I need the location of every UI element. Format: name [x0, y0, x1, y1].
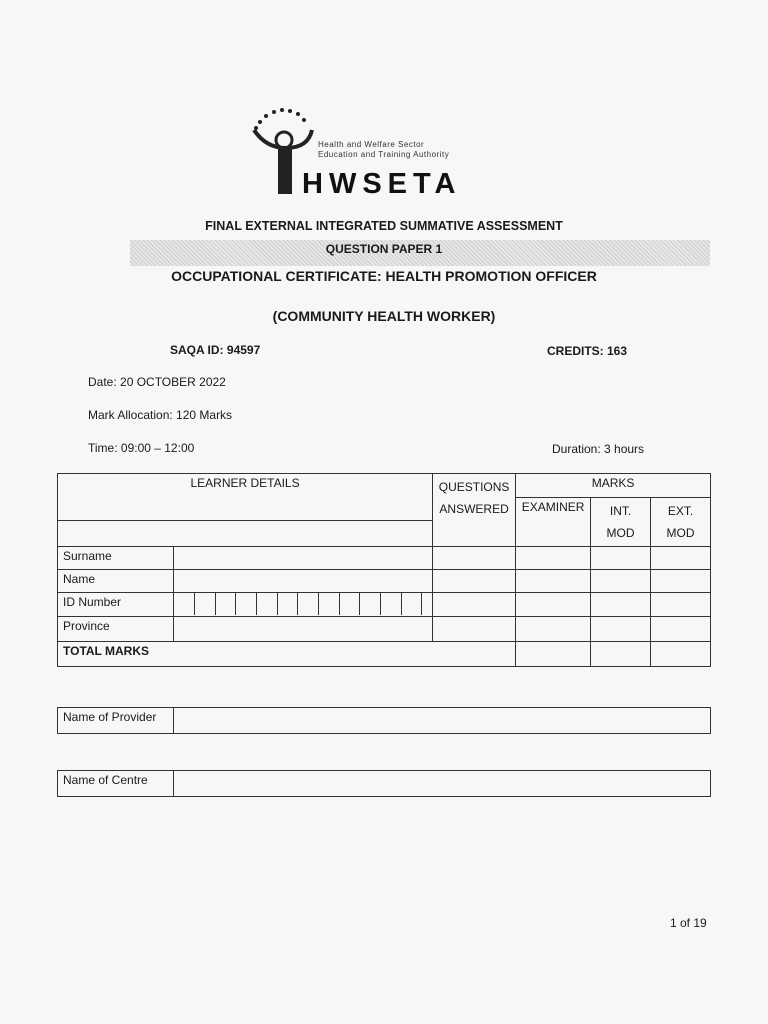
- name-field[interactable]: [173, 570, 432, 593]
- surname-examiner-cell[interactable]: [516, 547, 591, 570]
- surname-label: Surname: [58, 547, 174, 570]
- name-examiner-cell[interactable]: [516, 570, 591, 593]
- id-examiner-cell[interactable]: [516, 593, 591, 617]
- id-digit-cell[interactable]: [277, 593, 298, 615]
- province-ext-cell[interactable]: [651, 617, 711, 642]
- province-questions-cell[interactable]: [433, 617, 516, 642]
- id-digit-cell[interactable]: [339, 593, 360, 615]
- surname-ext-cell[interactable]: [651, 547, 711, 570]
- questions-answered-header: QUESTIONS ANSWERED: [433, 474, 516, 547]
- total-examiner-cell[interactable]: [516, 642, 591, 667]
- surname-int-cell[interactable]: [591, 547, 651, 570]
- province-examiner-cell[interactable]: [516, 617, 591, 642]
- id-number-field[interactable]: [173, 593, 432, 617]
- id-digit-cell[interactable]: [215, 593, 236, 615]
- provider-table: [57, 707, 711, 734]
- id-int-cell[interactable]: [591, 593, 651, 617]
- id-digit-cell[interactable]: [236, 593, 257, 615]
- id-digit-cell[interactable]: [298, 593, 319, 615]
- name-ext-cell[interactable]: [651, 570, 711, 593]
- logo-subtitle: Health and Welfare Sector Education and Training Authority: [318, 140, 450, 159]
- surname-questions-cell[interactable]: [433, 547, 516, 570]
- learner-details-table: [57, 473, 711, 667]
- id-number-cells: [174, 593, 432, 615]
- id-questions-cell[interactable]: [433, 593, 516, 617]
- id-digit-cell[interactable]: [360, 593, 381, 615]
- centre-field[interactable]: [174, 771, 711, 797]
- province-int-cell[interactable]: [591, 617, 651, 642]
- ext-mod-header: EXT. MOD: [651, 498, 711, 547]
- id-number-label: ID Number: [58, 593, 174, 617]
- examiner-header: EXAMINER: [516, 498, 591, 547]
- mark-allocation: Mark Allocation: 120 Marks: [88, 408, 233, 422]
- name-int-cell[interactable]: [591, 570, 651, 593]
- id-digit-cell[interactable]: [380, 593, 401, 615]
- id-digit-cell[interactable]: [401, 593, 422, 615]
- int-mod-header: INT. MOD: [591, 498, 651, 547]
- province-field[interactable]: [173, 617, 432, 642]
- marks-header: MARKS: [516, 474, 711, 498]
- saqa-id: SAQA ID: 94597: [170, 343, 261, 357]
- exam-date: Date: 20 OCTOBER 2022: [88, 375, 226, 389]
- total-ext-cell[interactable]: [651, 642, 711, 667]
- total-int-cell[interactable]: [591, 642, 651, 667]
- id-digit-cell[interactable]: [318, 593, 339, 615]
- credits: CREDITS: 163: [547, 344, 628, 358]
- question-paper-label: QUESTION PAPER 1: [325, 242, 443, 256]
- centre-label: Name of Centre: [58, 771, 174, 797]
- name-questions-cell[interactable]: [433, 570, 516, 593]
- logo-name: HWSETA: [302, 168, 462, 200]
- name-label: Name: [58, 570, 174, 593]
- province-label: Province: [58, 617, 174, 642]
- id-digit-cell[interactable]: [194, 593, 215, 615]
- certificate-title: OCCUPATIONAL CERTIFICATE: HEALTH PROMOTION OFFICER: [171, 268, 597, 284]
- learner-details-header: LEARNER DETAILS: [58, 474, 433, 521]
- id-ext-cell[interactable]: [651, 593, 711, 617]
- exam-duration: Duration: 3 hours: [552, 442, 645, 456]
- centre-table: [57, 770, 711, 797]
- provider-field[interactable]: [174, 708, 711, 734]
- total-marks-label: TOTAL MARKS: [58, 642, 516, 667]
- header-spacer: [58, 521, 433, 547]
- page-number: 1 of 19: [670, 916, 707, 930]
- assessment-title: FINAL EXTERNAL INTEGRATED SUMMATIVE ASSESSMENT: [205, 219, 563, 233]
- id-digit-cell[interactable]: [256, 593, 277, 615]
- certificate-subtitle: (COMMUNITY HEALTH WORKER): [272, 308, 496, 324]
- id-digit-cell[interactable]: [422, 593, 432, 615]
- provider-label: Name of Provider: [58, 708, 174, 734]
- id-digit-cell[interactable]: [174, 593, 195, 615]
- surname-field[interactable]: [173, 547, 432, 570]
- exam-time: Time: 09:00 – 12:00: [88, 441, 195, 455]
